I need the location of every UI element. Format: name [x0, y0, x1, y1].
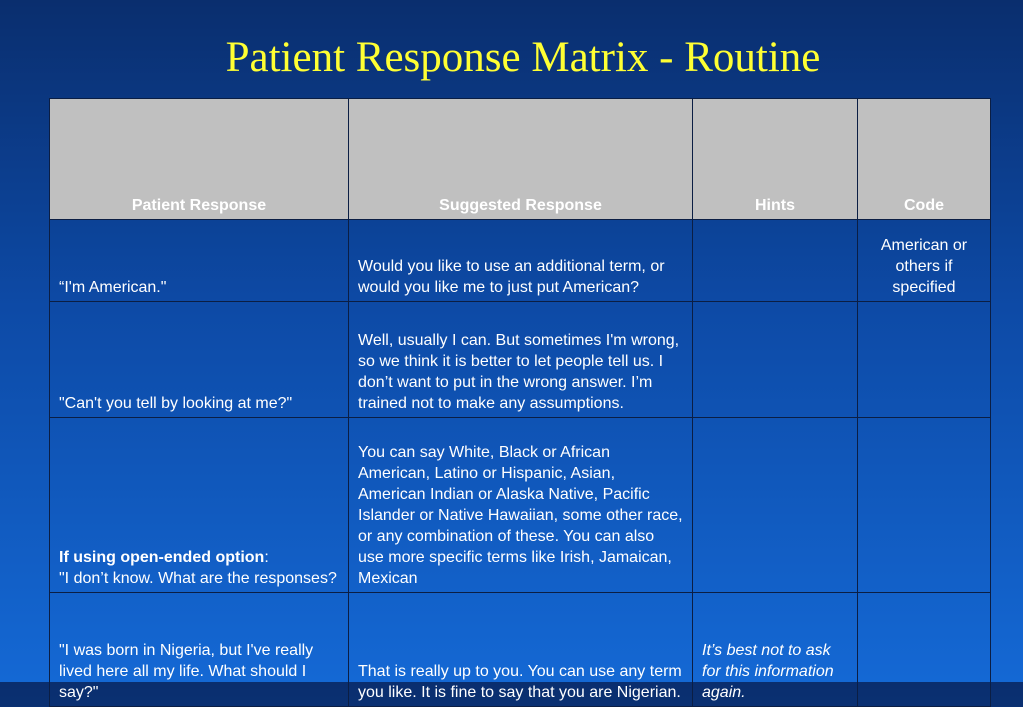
- header-code: Code: [858, 99, 991, 220]
- table-row: [50, 220, 991, 302]
- suggested-response-cell: Well, usually I can. But sometimes I'm wrong, so we think it is better to let people tell us. I don’t want to put in the wrong answer. I’m trained not to make any assumptions.: [349, 302, 693, 418]
- slide-title: Patient Response Matrix - Routine: [225, 34, 821, 81]
- open-ended-option-label: If using open-ended option: [59, 549, 265, 566]
- patient-response-cell: "Can't you tell by looking at me?": [50, 302, 349, 418]
- header-patient-response: Patient Response: [50, 99, 349, 220]
- response-matrix-table: [49, 98, 991, 707]
- table-row: [50, 302, 991, 418]
- hints-cell: [693, 302, 858, 418]
- hints-cell: [693, 220, 858, 302]
- hints-cell: [693, 418, 858, 593]
- code-cell: [858, 418, 991, 593]
- open-ended-option-colon: :: [264, 549, 269, 566]
- patient-response-text: "I don’t know. What are the responses?: [59, 570, 337, 587]
- code-cell: [858, 593, 991, 707]
- suggested-response-cell: You can say White, Black or African American, Latino or Hispanic, Asian, American Indian or Alaska Native, Pacific Islander or Native Hawaiian, some other race, or any combination of these. You can also use more specific terms like Irish, Jamaican, Mexican: [349, 418, 693, 593]
- suggested-response-cell: That is really up to you. You can use any term you like. It is fine to say that you are Nigerian.: [349, 593, 693, 707]
- code-cell: American or others if specified: [858, 220, 991, 302]
- table-row: [50, 593, 991, 707]
- code-cell: [858, 302, 991, 418]
- patient-response-cell: [50, 418, 349, 593]
- table-header-row: [50, 99, 991, 220]
- patient-response-cell: “I'm American.": [50, 220, 349, 302]
- suggested-response-cell: Would you like to use an additional term, or would you like me to just put American?: [349, 220, 693, 302]
- patient-response-cell: "I was born in Nigeria, but I've really lived here all my life. What should I say?": [50, 593, 349, 707]
- table-row: [50, 418, 991, 593]
- header-hints: Hints: [693, 99, 858, 220]
- header-suggested-response: Suggested Response: [349, 99, 693, 220]
- hints-cell: It’s best not to ask for this information again.: [693, 593, 858, 707]
